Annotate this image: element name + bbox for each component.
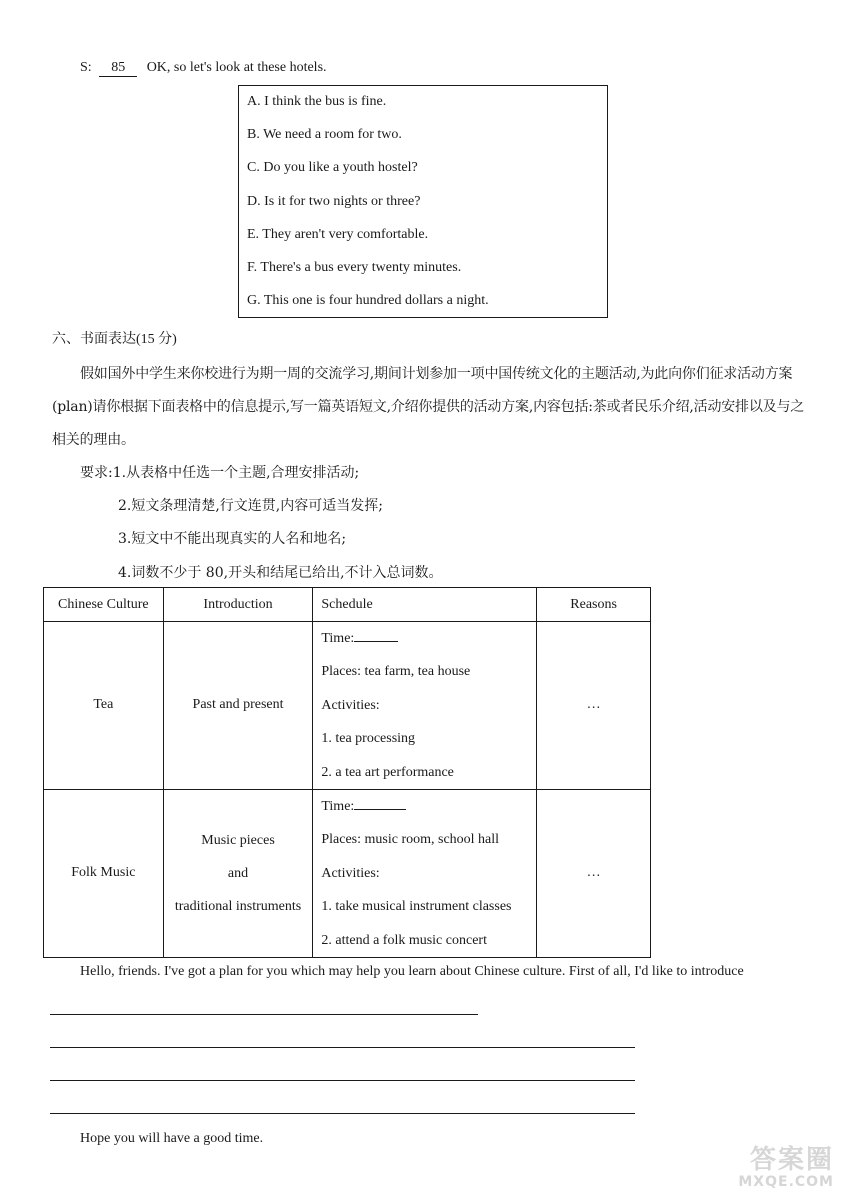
dialogue-line [80,60,327,77]
watermark-bottom: MXQE.COM [738,1174,834,1190]
header-schedule: Schedule [313,588,537,622]
option-d: D. Is it for two nights or three? [247,194,421,209]
writing-line[interactable] [50,1047,635,1048]
writing-closing: Hope you will have a good time. [80,1131,264,1146]
option-b: B. We need a room for two. [247,127,402,142]
requirement-2: 2.短文条理清楚,行文连贯,内容可适当发挥; [118,498,383,514]
requirement-1: 要求:1.从表格中任选一个主题,合理安排活动; [80,465,360,481]
culture-table [43,587,651,958]
culture-cell-folk-music: Folk Music [44,789,164,957]
header-introduction: Introduction [163,588,313,622]
instruction-text: 假如国外中学生来你校进行为期一周的交流学习,期间计划参加一项中国传统文化的主题活动,为此向你们征求活动方案(plan)请你根据下面表格中的信息提示,写一篇英语短文,介绍你提供的活动方案,内容包括:茶或者民乐介绍,活动安排以及与之相关的理由。 [52,366,805,448]
schedule-activity-2: 2. a tea art performance [321,764,454,780]
option-f: F. There's a bus every twenty minutes. [247,260,462,275]
writing-line[interactable] [50,1014,478,1015]
writing-line[interactable] [50,1113,635,1114]
reasons-cell-folk-music: … [537,789,651,957]
speaker-label: S: [80,60,92,75]
schedule-cell-folk-music [313,789,537,957]
header-chinese-culture: Chinese Culture [44,588,164,622]
table-row [44,789,651,957]
time-blank [354,627,398,642]
table-header-row [44,588,651,622]
writing-line[interactable] [50,1080,635,1081]
schedule-cell-tea [313,622,537,790]
schedule-time: Time: [321,622,536,655]
option-a: A. I think the bus is fine. [247,94,387,109]
schedule-activities-label: Activities: [321,697,380,713]
option-g: G. This one is four hundred dollars a night. [247,293,489,308]
dialogue-text: OK, so let's look at these hotels. [146,60,327,75]
schedule-places: Places: tea farm, tea house [321,664,471,680]
schedule-places: Places: music room, school hall [321,832,500,848]
table-row [44,622,651,790]
requirement-3: 3.短文中不能出现真实的人名和地名; [118,531,347,547]
introduction-line: Music pieces [201,832,275,848]
introduction-line: and [227,865,249,881]
schedule-activity-2: 2. attend a folk music concert [321,932,487,948]
options-box [238,85,608,318]
header-reasons: Reasons [537,588,651,622]
writing-opening: Hello, friends. I've got a plan for you which may help you learn about Chinese culture. First of all, I'd like to introduce [80,964,744,979]
introduction-line: traditional instruments [174,898,302,914]
answer-blank-85: 85 [99,60,137,77]
watermark-logo [724,1146,834,1192]
reasons-cell-tea: … [537,622,651,790]
option-e: E. They aren't very comfortable. [247,227,429,242]
section-heading: 六、书面表达(15 分) [52,332,177,347]
schedule-activity-1: 1. take musical instrument classes [321,899,512,915]
schedule-time: Time: [321,790,536,823]
introduction-cell-folk-music [163,789,313,957]
introduction-cell-tea: Past and present [163,622,313,790]
watermark-top: 答案圈 [749,1145,834,1175]
instruction-paragraph [52,358,812,457]
option-c: C. Do you like a youth hostel? [247,160,418,175]
time-blank [354,795,406,810]
requirement-4: 4.词数不少于 80,开头和结尾已给出,不计入总词数。 [118,565,443,581]
schedule-activities-label: Activities: [321,865,380,881]
culture-cell-tea: Tea [44,622,164,790]
schedule-activity-1: 1. tea processing [321,731,416,747]
